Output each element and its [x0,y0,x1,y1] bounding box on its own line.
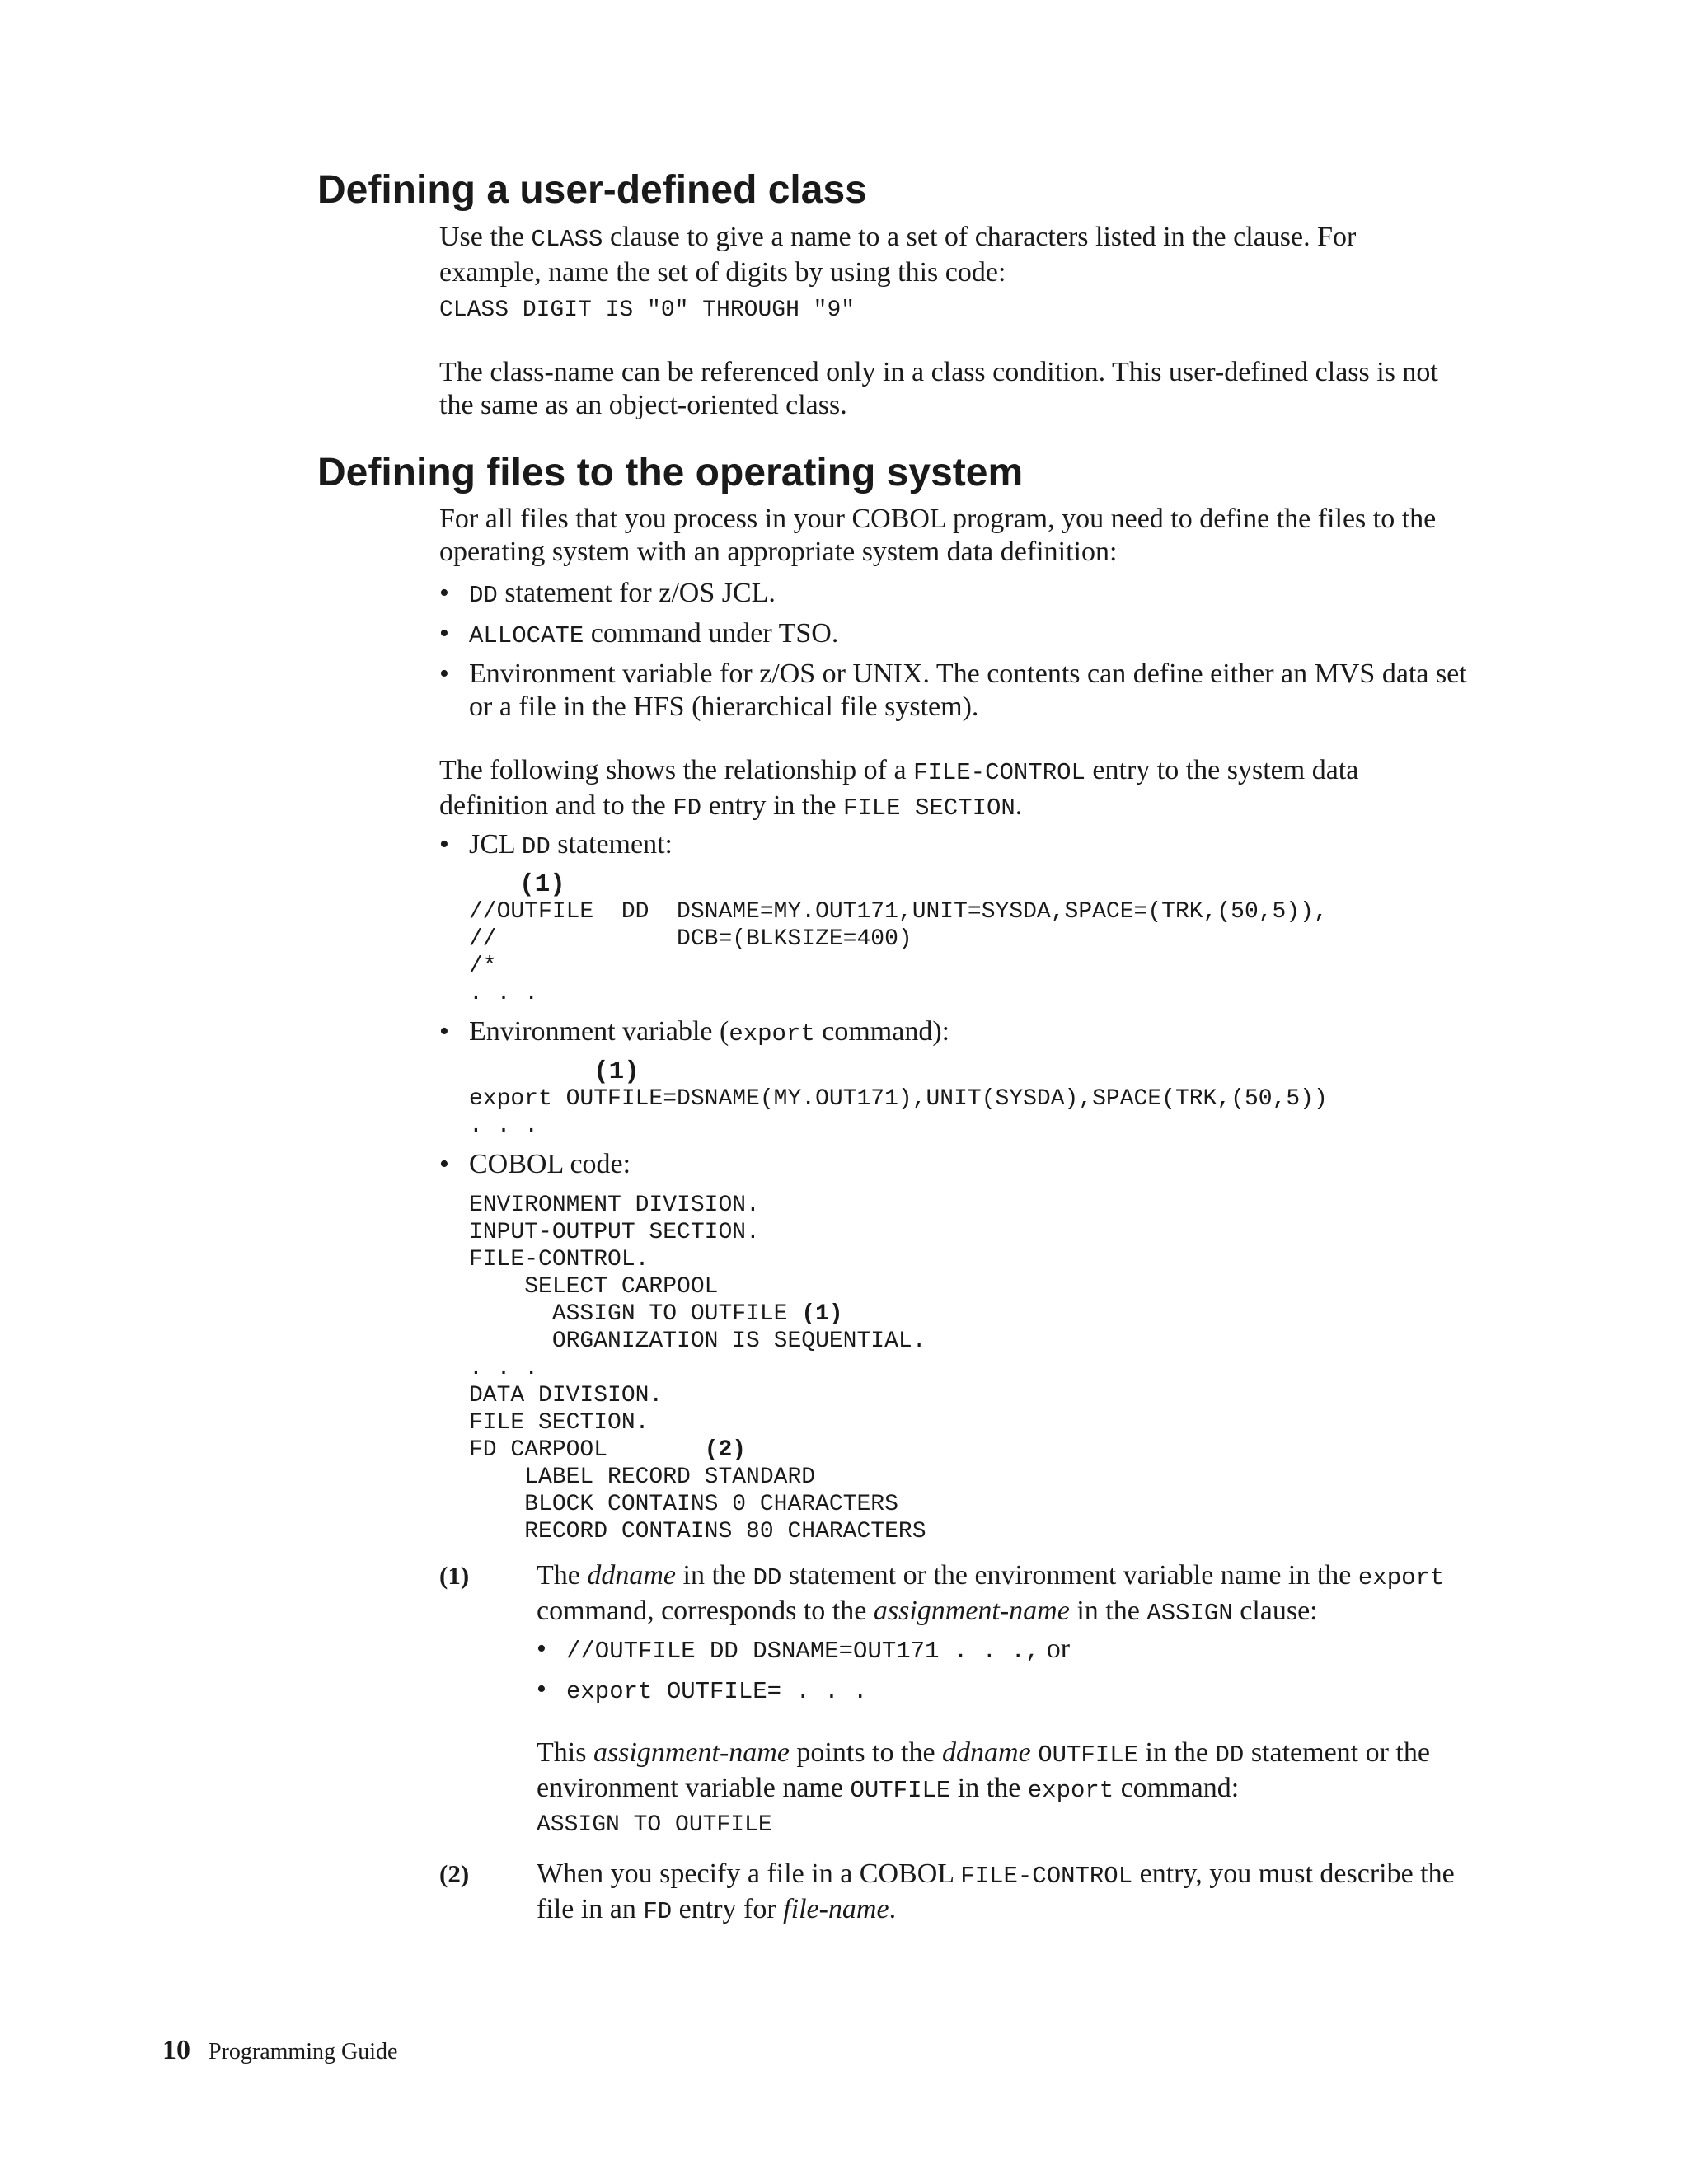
assignment-name-paragraph: This assignment-name points to the ddname OUTFILE in the DD statement or the environment variable name OUTFILE in the export command: [537,1737,1430,1804]
bullet-icon: • [439,1016,449,1047]
class-name-note: The class-name can be referenced only in a class condition. This user-defined class is not the same as an object-oriented class. [439,357,1438,420]
bullet-icon: • [439,1149,449,1179]
jcl-label: • JCL DD statement: [439,829,673,860]
book-title: Programming Guide [209,2039,398,2064]
note-marker-1: (1) [439,1561,470,1590]
section-heading-defining-files: Defining files to the operating system [317,451,1024,494]
note-marker-2: (2) [439,1859,470,1888]
class-clause-paragraph: Use the CLASS clause to give a name to a set of characters listed in the clause. For example, name the set of digits by using this code: [439,222,1357,288]
class-code-example: CLASS DIGIT IS "0" THROUGH "9" [439,298,856,323]
bullet-icon: • [537,1633,546,1664]
page-number: 10 [162,2035,190,2065]
callout-marker: (1) [801,1301,843,1327]
section-heading-user-defined-class: Defining a user-defined class [317,168,867,212]
bullet-icon: • [439,618,449,649]
env-label: • Environment variable (export command): [439,1016,950,1047]
bullet-icon: • [439,658,449,689]
bullet-icon: • [537,1674,546,1704]
relationship-paragraph: The following shows the relationship of a FILE-CONTROL entry to the system data definition and to the FD entry in the FILE SECTION. [439,755,1359,822]
list-item: • DD statement for z/OS JCL. [439,578,776,609]
jcl-code-block: //OUTFILE DD DSNAME=MY.OUT171,UNIT=SYSDA,SPACE=(TRK,(50,5)), // DCB=(BLKSIZE=400) /* . . . [469,899,1328,1006]
export-code-block: export OUTFILE=DSNAME(MY.OUT171),UNIT(SYSDA),SPACE(TRK,(50,5)) . . . [469,1086,1328,1139]
bullet-icon: • [439,829,449,860]
callout-marker: (1) [593,1057,640,1086]
list-item: • export OUTFILE= . . . [537,1674,868,1705]
list-item: • //OUTFILE DD DSNAME=OUT171 . . ., or [537,1633,1071,1665]
callout-marker: (2) [704,1437,747,1463]
list-item: • ALLOCATE command under TSO. [439,618,839,649]
list-item: • Environment variable for z/OS or UNIX. The contents can define either an MVS data set or a file in the HFS (hierarchical file system). [439,658,1467,722]
cobol-label: • COBOL code: [439,1149,631,1179]
note-1-paragraph: The ddname in the DD statement or the environment variable name in the export command, corresponds to the assignment-name in the ASSIGN clause: [537,1560,1445,1627]
callout-marker: (1) [519,870,565,899]
cobol-code-block: ENVIRONMENT DIVISION. INPUT-OUTPUT SECTION. FILE-CONTROL. SELECT CARPOOL ASSIGN TO OUTFILE (1) ORGANIZATION IS SEQUENTIAL. . . . DATA DIVISION. FILE SECTION. FD CARPOOL (2) LABEL RECORD STANDARD BLOCK CONTAINS 0 CHARACTERS RECORD CONTAINS 80 CHARACTERS [469,1193,926,1544]
page-footer [162,2034,397,2069]
bullet-icon: • [439,578,449,608]
note-2-paragraph: When you specify a file in a COBOL FILE-CONTROL entry, you must describe the file in an FD entry for file-name. [537,1858,1455,1925]
assign-code-example: ASSIGN TO OUTFILE [537,1812,772,1838]
files-intro-paragraph: For all files that you process in your COBOL program, you need to define the files to the operating system with an appropriate system data definition: [439,504,1437,567]
